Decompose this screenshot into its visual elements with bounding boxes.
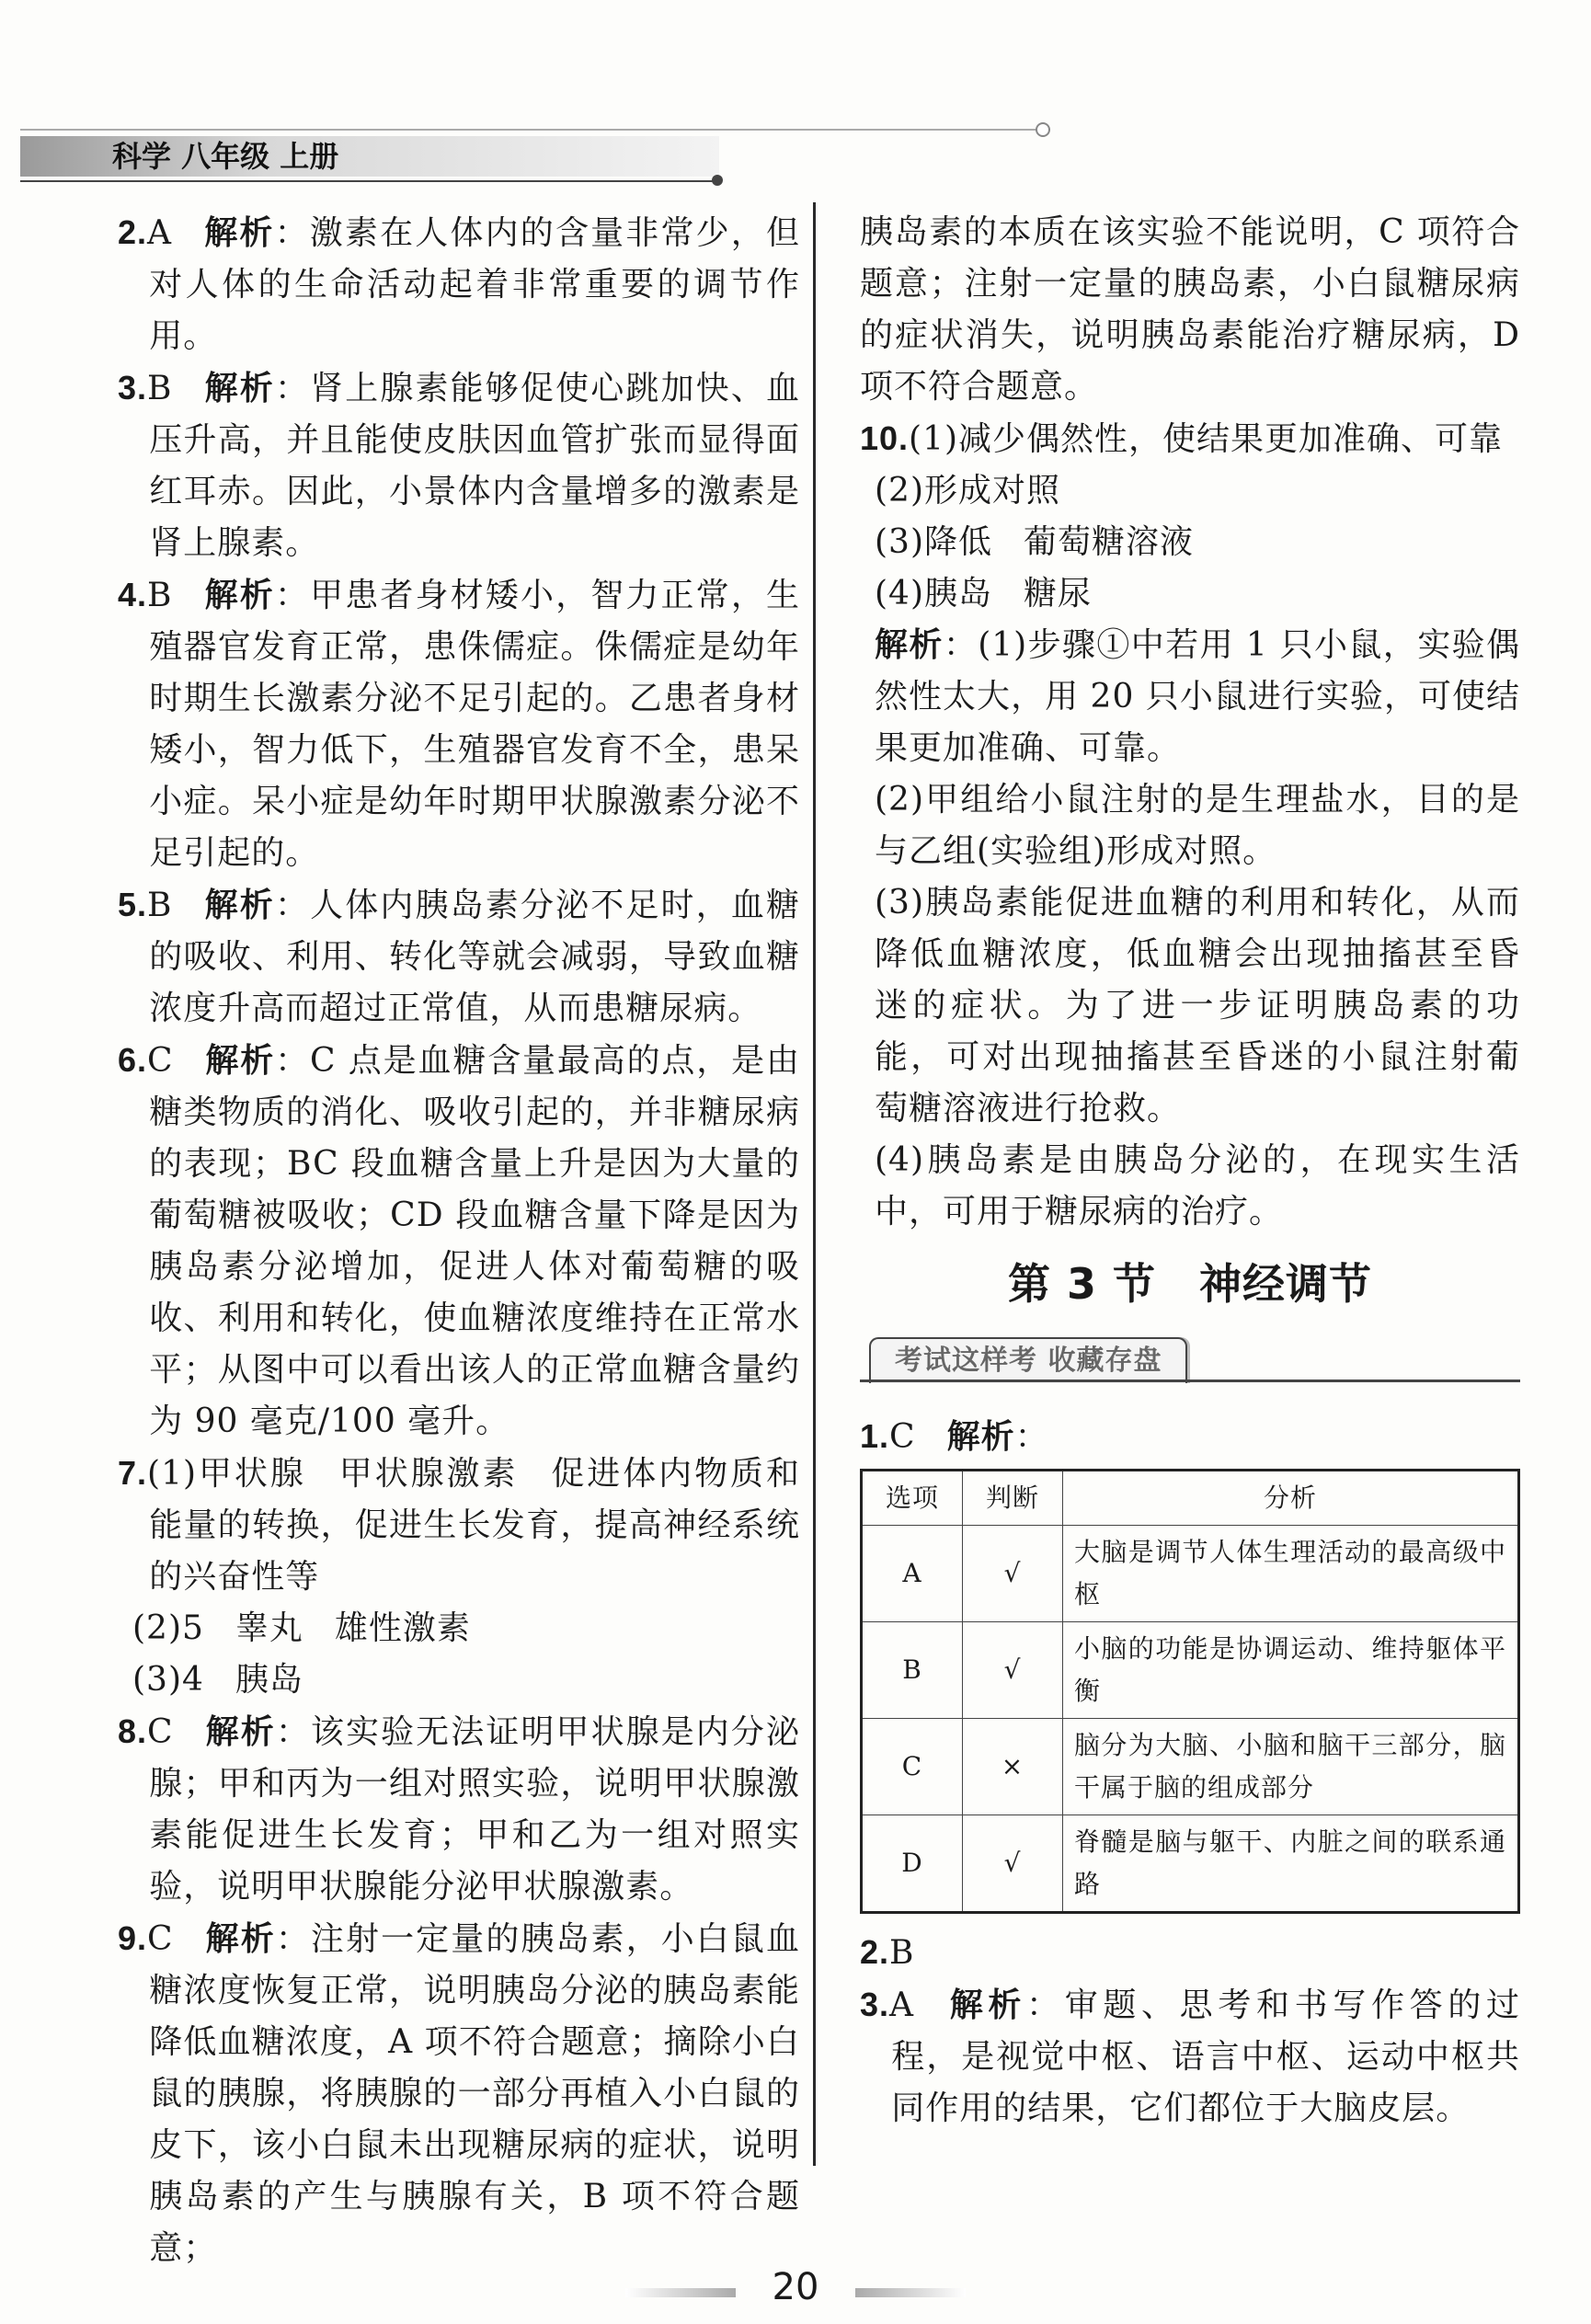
page-header — [20, 129, 1050, 184]
table-row — [862, 1526, 1519, 1622]
answer-2: 2.A 解析：激素在人体内的含量非常少，但对人体的生命活动起着非常重要的调节作用。 — [118, 213, 800, 355]
analysis-table — [860, 1469, 1520, 1914]
answer-5: 5.B 解析：人体内胰岛素分泌不足时，血糖的吸收、利用、转化等就会减弱，导致血糖浓度升高而超过正常值，从而患糖尿病。 — [118, 886, 800, 1027]
cell-analysis: 脊髓是脑与躯干、内脏之间的联系通路 — [1063, 1815, 1519, 1913]
answer-9: 9.C 解析：注射一定量的胰岛素，小白鼠血糖浓度恢复正常，说明胰岛分泌的胰岛素能降低血糖浓度，A 项不符合题意；摘除小白鼠的胰腺，将胰腺的一部分再植入小白鼠的皮下，该小白鼠未出现糖尿病的症状，说明胰岛素的产生与胰腺有关，B 项不符合题意； — [118, 1919, 800, 2267]
book-title: 科学 八年级 上册 — [112, 139, 339, 174]
answer-10: 10.(1)减少偶然性，使结果更加准确、可靠 — [860, 419, 1504, 458]
left-column — [118, 207, 800, 2274]
cell-analysis: 小脑的功能是协调运动、维持躯体平衡 — [1063, 1622, 1519, 1719]
answer-10-part3: (3)降低 葡萄糖溶液 — [875, 523, 1195, 561]
section-answer-1: 1.C 解析： — [860, 1417, 1049, 1456]
header-underline — [20, 180, 719, 182]
answer-10-explanation-3: (3)胰岛素能促进血糖的利用和转化，从而降低血糖浓度，低血糖会出现抽搐甚至昏迷的症状。为了进一步证明胰岛素的功能，可对出现抽搐甚至昏迷的小鼠注射葡萄糖溶液进行抢救。 — [875, 884, 1520, 1128]
answer-9-continued: 胰岛素的本质在该实验不能说明，C 项符合题意；注射一定量的胰岛素，小白鼠糖尿病的症状消失，说明胰岛素能治疗糖尿病，D 项不符合题意。 — [860, 213, 1520, 406]
header-judgement: 判断 — [963, 1471, 1063, 1526]
header-ornament-dot — [712, 175, 723, 186]
table-header-row — [862, 1471, 1519, 1526]
column-divider — [813, 202, 816, 2166]
answer-6: 6.C 解析：C 点是血糖含量最高的点，是由糖类物质的消化、吸收引起的，并非糖尿病的表现；BC 段血糖含量上升是因为大量的葡萄糖被吸收；CD 段血糖含量下降是因为胰岛素分泌增加，促进人体对葡萄糖的吸收、利用和转化，使血糖浓度维持在正常水平；从图中可以看出该人的正常血糖含量约为 90 毫克/100 毫升。 — [118, 1041, 800, 1440]
section-answer-2: 2.B — [860, 1933, 915, 1972]
answer-10-part4: (4)胰岛 糖尿 — [875, 575, 1093, 612]
cell-analysis: 大脑是调节人体生理活动的最高级中枢 — [1063, 1526, 1519, 1622]
header-rule — [20, 129, 1050, 131]
cell-judgement: × — [963, 1719, 1063, 1815]
answer-7-part2: (2)5 睾丸 雄性激素 — [132, 1609, 471, 1647]
table-row — [862, 1622, 1519, 1719]
answer-10-explanation-4: (4)胰岛素是由胰岛分泌的，在现实生活中，可用于糖尿病的治疗。 — [875, 1141, 1520, 1231]
answer-10-explanation-1: 解析：(1)步骤①中若用 1 只小鼠，实验偶然性太大，用 20 只小鼠进行实验，可使结果更加准确、可靠。 — [875, 626, 1520, 767]
cell-analysis: 脑分为大脑、小脑和脑干三部分，脑干属于脑的组成部分 — [1063, 1719, 1519, 1815]
table-row — [862, 1719, 1519, 1815]
section-title: 第 3 节 神经调节 — [1007, 1259, 1373, 1309]
answer-10-part2: (2)形成对照 — [875, 472, 1060, 509]
cell-judgement: √ — [963, 1622, 1063, 1719]
answer-3: 3.B 解析：肾上腺素能够促使心跳加快、血压升高，并且能使皮肤因血管扩张而显得面红耳赤。因此，小景体内含量增多的激素是肾上腺素。 — [118, 369, 800, 562]
table-row — [862, 1815, 1519, 1913]
header-option: 选项 — [862, 1471, 963, 1526]
answer-7-part3: (3)4 胰岛 — [132, 1661, 303, 1699]
cell-option: C — [862, 1719, 963, 1815]
cell-judgement: √ — [963, 1815, 1063, 1913]
answer-8: 8.C 解析：该实验无法证明甲状腺是内分泌腺；甲和丙为一组对照实验，说明甲状腺激素能促进生长发育；甲和乙为一组对照实验，说明甲状腺能分泌甲状腺激素。 — [118, 1712, 800, 1906]
page-number: 20 — [772, 2266, 819, 2308]
answer-10-explanation-2: (2)甲组给小鼠注射的是生理盐水，目的是与乙组(实验组)形成对照。 — [875, 781, 1520, 870]
section-answer-3: 3.A 解析：审题、思考和书写作答的过程，是视觉中枢、语言中枢、运动中枢共同作用的结果，它们都位于大脑皮层。 — [860, 1986, 1520, 2127]
answer-4: 4.B 解析：甲患者身材矮小，智力正常，生殖器官发育正常，患侏儒症。侏儒症是幼年时期生长激素分泌不足引起的。乙患者身材矮小，智力低下，生殖器官发育不全，患呆小症。呆小症是幼年时期甲状腺激素分泌不足引起的。 — [118, 576, 800, 872]
page-footer — [0, 2266, 1591, 2316]
cell-judgement: √ — [963, 1526, 1063, 1622]
footer-ornament-right — [855, 2288, 966, 2297]
header-analysis: 分析 — [1063, 1471, 1519, 1526]
answer-7: 7.(1)甲状腺 甲状腺激素 促进体内物质和能量的转换，促进生长发育，提高神经系统的兴奋性等 — [118, 1454, 800, 1596]
cell-option: D — [862, 1815, 963, 1913]
section-banner — [860, 1330, 1520, 1394]
cell-option: A — [862, 1526, 963, 1622]
header-ornament — [1036, 122, 1050, 137]
right-column — [860, 207, 1520, 2135]
cell-option: B — [862, 1622, 963, 1719]
banner-rule — [860, 1380, 1520, 1382]
footer-ornament-left — [625, 2288, 736, 2297]
banner-label: 考试这样考 收藏存盘 — [869, 1337, 1187, 1383]
